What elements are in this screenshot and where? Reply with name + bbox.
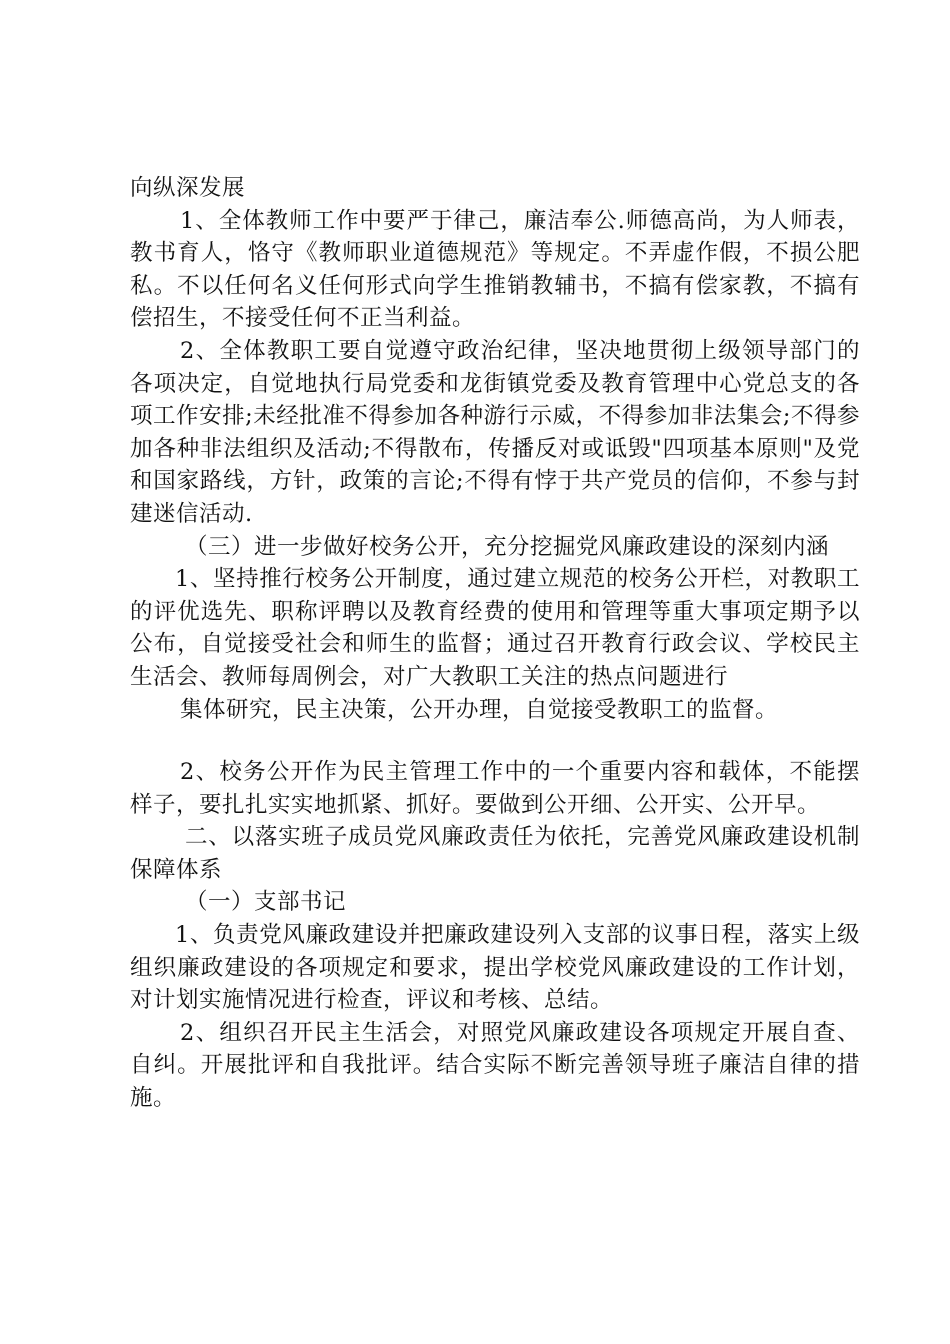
- section-heading-school-affairs-openness: （三）进一步做好校务公开，充分挖掘党风廉政建设的深刻内涵: [185, 533, 830, 560]
- paragraph-teacher-discipline: 1、全体教师工作中要严于律己，廉洁奉公.师德高尚，为人师表，教书育人，恪守《教师职业道德规范》等规定。不弄虚作假，不损公肥私。不以任何名义任何形式向学生推销教辅书，不搞有偿家教，不搞有偿招生，不接受任何不正当利益。: [130, 207, 860, 332]
- section-heading-responsibility-system: 二、以落实班子成员党风廉政责任为依托，完善党风廉政建设机制保障体系: [130, 824, 860, 883]
- paragraph-secretary-duty-2: 2、组织召开民主生活会，对照党风廉政建设各项规定开展自查、自纠。开展批评和自我批评。结合实际不断完善领导班子廉洁自律的措施。: [130, 1019, 860, 1112]
- paragraph-collective-research: 集体研究，民主决策，公开办理，自觉接受教职工的监督。: [180, 696, 779, 723]
- document-body: [130, 172, 860, 1115]
- paragraph-secretary-duty-1: 1、负责党风廉政建设并把廉政建设列入支部的议事日程，落实上级组织廉政建设的各项规定和要求，提出学校党风廉政建设的工作计划，对计划实施情况进行检查，评议和考核、总结。: [130, 922, 860, 1014]
- paragraph-democratic-management: 2、校务公开作为民主管理工作中的一个重要内容和载体，不能摆样子，要扎扎实实地抓紧、抓好。要做到公开细、公开实、公开早。: [130, 759, 860, 818]
- subsection-heading-branch-secretary: （一）支部书记: [185, 889, 347, 916]
- paragraph-staff-political-discipline: 2、全体教职工要自觉遵守政治纪律，坚决地贯彻上级领导部门的各项决定，自觉地执行局党委和龙街镇党委及教育管理中心党总支的各项工作安排;未经批准不得参加各种游行示威，不得参加非法集会;不得参加各种非法组织及活动;不得散布，传播反对或诋毁"四项基本原则"及党和国家路线，方针，政策的言论;不得有悖于共产党员的信仰，不参与封建迷信活动.: [130, 337, 860, 527]
- paragraph-school-affairs-system: 1、坚持推行校务公开制度，通过建立规范的校务公开栏，对教职工的评优选先、职称评聘以及教育经费的使用和管理等重大事项定期予以公布，自觉接受社会和师生的监督；通过召开教育行政会议、学校民主生活会、教师每周例会，对广大教职工关注的热点问题进行: [130, 566, 860, 690]
- paragraph-continuation: 向纵深发展: [130, 175, 246, 201]
